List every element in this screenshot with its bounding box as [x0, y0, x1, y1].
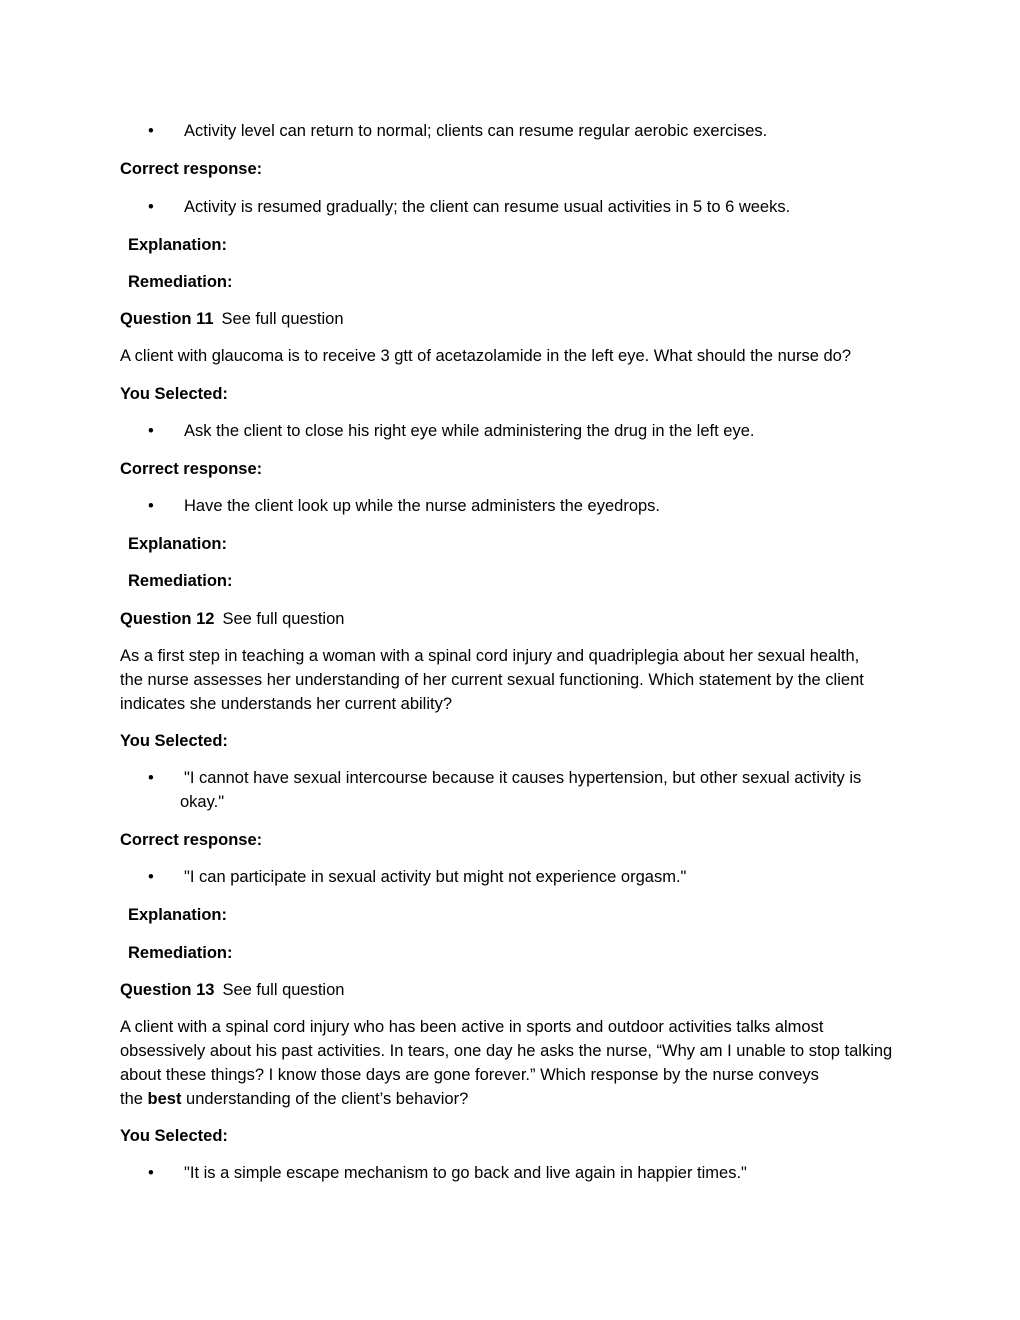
q12-stem	[120, 644, 910, 716]
q11-remediation-label: Remediation:	[128, 572, 233, 590]
q12-stem-line: the nurse assesses her understanding of her current sexual functioning. Which statement by the client	[120, 671, 864, 689]
bullet-marker: •	[148, 122, 154, 140]
q13-selected-label: You Selected:	[120, 1127, 228, 1145]
bullet-marker: •	[148, 1164, 154, 1182]
q13-see-full-question-link[interactable]: See full question	[222, 981, 345, 999]
q10-explanation-label: Explanation:	[128, 236, 228, 254]
q13-stem	[120, 1015, 910, 1111]
bullet-marker: •	[148, 769, 154, 787]
bullet-marker: •	[148, 422, 154, 440]
q13-stem-line: about these things? I know those days are gone forever.” Which response by the nurse conveys	[120, 1066, 819, 1084]
q13-header	[120, 978, 910, 1002]
bullet-marker: •	[148, 198, 154, 216]
q12-stem-line: indicates she understands her current ability?	[120, 695, 453, 713]
q13-stem-line: obsessively about his past activities. In tears, one day he asks the nurse, “Why am I unable to stop talking	[120, 1042, 893, 1060]
q12-selected-answer-line1: "I cannot have sexual intercourse because it causes hypertension, but other sexual activity is	[184, 769, 862, 787]
q11-stem: A client with glaucoma is to receive 3 gtt of acetazolamide in the left eye. What should the nurse do?	[120, 347, 851, 365]
q11-correct-answer: Have the client look up while the nurse administers the eyedrops.	[184, 497, 661, 515]
q13-stem-emphasis: best	[147, 1090, 182, 1108]
bullet-marker: •	[148, 868, 154, 886]
q12-explanation-label: Explanation:	[128, 906, 228, 924]
q11-selected-answer: Ask the client to close his right eye while administering the drug in the left eye.	[184, 422, 755, 440]
q11-header	[120, 307, 910, 331]
q10-selected-answer: Activity level can return to normal; clients can resume regular aerobic exercises.	[184, 122, 768, 140]
q13-stem-line: A client with a spinal cord injury who has been active in sports and outdoor activities talks almost	[120, 1018, 824, 1036]
q13-stem-last-line	[120, 1087, 910, 1111]
q10-remediation-label: Remediation:	[128, 273, 233, 291]
q11-correct-label: Correct response:	[120, 460, 263, 478]
q12-selected-answer-line2: okay."	[180, 793, 225, 811]
q13-title: Question 13	[120, 981, 215, 999]
q11-explanation-label: Explanation:	[128, 535, 228, 553]
q11-title: Question 11	[120, 310, 214, 328]
q12-stem-line: As a first step in teaching a woman with a spinal cord injury and quadriplegia about her sexual health,	[120, 647, 860, 665]
q11-selected-label: You Selected:	[120, 385, 228, 403]
q12-correct-label: Correct response:	[120, 831, 263, 849]
q10-correct-answer: Activity is resumed gradually; the client can resume usual activities in 5 to 6 weeks.	[184, 198, 791, 216]
q12-see-full-question-link[interactable]: See full question	[222, 610, 345, 628]
q12-correct-answer: "I can participate in sexual activity but might not experience orgasm."	[184, 868, 687, 886]
q13-stem-prefix: the	[120, 1090, 148, 1108]
q12-selected-label: You Selected:	[120, 732, 228, 750]
q12-remediation-label: Remediation:	[128, 944, 233, 962]
q12-title: Question 12	[120, 610, 215, 628]
bullet-marker: •	[148, 497, 154, 515]
q11-see-full-question-link[interactable]: See full question	[221, 310, 344, 328]
q12-header	[120, 607, 910, 631]
q13-stem-suffix: understanding of the client’s behavior?	[181, 1090, 469, 1108]
q13-selected-answer: "It is a simple escape mechanism to go back and live again in happier times."	[184, 1164, 747, 1182]
q10-correct-label: Correct response:	[120, 160, 263, 178]
